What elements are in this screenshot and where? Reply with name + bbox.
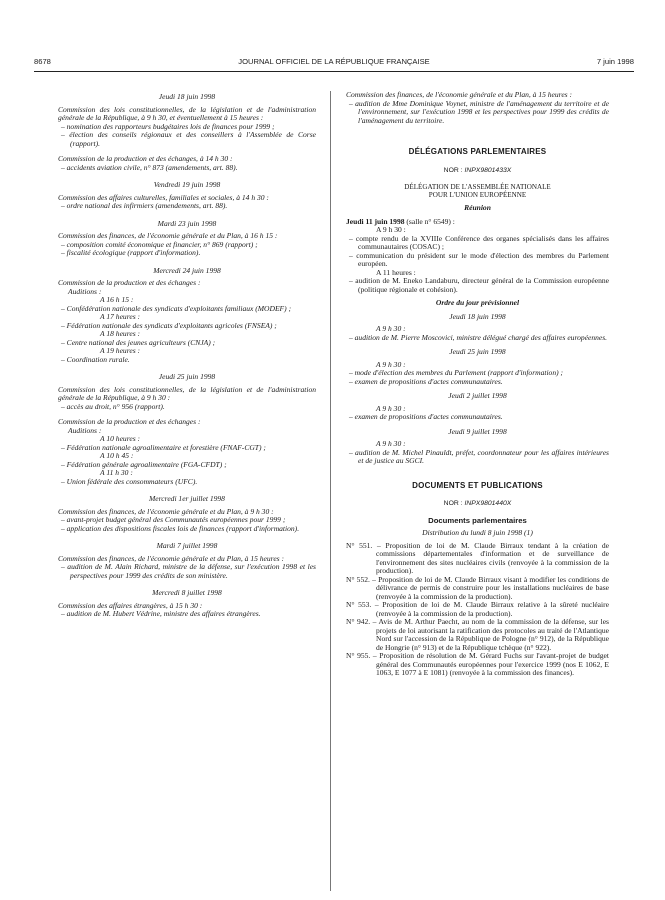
agenda-item: – Centre national des jeunes agriculteurs (CNJA) ; <box>61 337 216 347</box>
audition-time: A 19 heures : <box>100 346 141 355</box>
document-list <box>346 542 609 678</box>
nor-label: NOR : <box>443 500 463 508</box>
day-heading: Jeudi 2 juillet 1998 <box>448 391 507 401</box>
commission-entry <box>346 91 609 125</box>
commission-entry <box>58 386 316 412</box>
agenda-item: – Coordination rurale. <box>61 354 130 364</box>
day-block <box>58 93 316 172</box>
meeting-room: (salle n° 6549) : <box>406 216 455 226</box>
commission-name: Commission de la production et des échanges : <box>58 417 201 426</box>
commission-name: Commission de la production et des échanges, à 14 h 30 : <box>58 154 233 163</box>
meeting-time: A 9 h 30 : <box>376 439 406 449</box>
nor-reference <box>346 167 609 176</box>
agenda-item: – communication du président sur le mode d'élection des membres du Parlement européen. <box>349 250 609 269</box>
agenda-item: – Fédération nationale des syndicats d'exploitants agricoles (FNSEA) ; <box>61 320 277 330</box>
document-entry: N° 551. – Proposition de loi de M. Claude Birraux tendant à la création de commissions départementales d'information et de surveillance de l'environnement des sites nucléaires civils (renvoyée à la commission de la production). <box>346 540 609 576</box>
day-heading: Jeudi 9 juillet 1998 <box>448 426 507 436</box>
meeting-time: A 9 h 30 : <box>376 359 406 369</box>
meeting-time: A 11 heures : <box>376 267 416 277</box>
day-block <box>58 542 316 580</box>
audition-time: A 16 h 15 : <box>100 295 134 304</box>
audition-time: A 11 h 30 : <box>100 468 133 477</box>
agenda-item: – audition de M. Eneko Landaburu, directeur général de la Commission européenne (politique régionale et cohésion). <box>349 276 609 294</box>
day-block <box>58 181 316 211</box>
audition-time: A 10 h 45 : <box>100 451 134 460</box>
commission-entry <box>58 555 316 581</box>
day-heading: Jeudi 25 juin 1998 <box>158 372 216 381</box>
nor-label: NOR : <box>443 166 463 174</box>
document-entry: N° 552. – Proposition de loi de M. Claude Birraux visant à modifier les conditions de délivrance de permis de construire pour les installations nucléaires de base (renvoyée à la commission de la production). <box>346 574 609 601</box>
document-entry: N° 553. – Proposition de loi de M. Claude Birraux relative à la sûreté nucléaire (renvoyée à la commission de la production). <box>346 600 609 618</box>
agenda-item: – examen de propositions d'actes communautaires. <box>349 412 503 422</box>
day-heading: Jeudi 25 juin 1998 <box>449 347 506 357</box>
agenda-item: – avant-projet budget général des Communautés européennes pour 1999 ; <box>61 515 286 524</box>
agenda-item: – Union fédérale des consommateurs (UFC). <box>61 476 198 486</box>
odj-block <box>346 428 609 466</box>
commission-name: Commission des finances, de l'économie générale et du Plan, à 16 h 15 : <box>58 231 278 240</box>
commission-name: Commission des finances, de l'économie générale et du Plan, à 9 h 30 : <box>58 506 274 516</box>
meeting-time: A 9 h 30 : <box>376 225 406 235</box>
agenda-item: – audition de M. Pierre Moscovici, ministre délégué chargé des affaires européennes. <box>349 332 608 342</box>
meeting-time: A 9 h 30 : <box>376 403 406 413</box>
day-heading: Mercredi 8 juillet 1998 <box>152 588 222 597</box>
delegation-title-2: POUR L'UNION EUROPÉENNE <box>428 191 527 200</box>
agenda-item: – examen de propositions d'actes communautaires. <box>349 376 503 386</box>
day-block <box>58 589 316 619</box>
odj-block <box>346 348 609 386</box>
auditions-label: Auditions : <box>68 425 102 435</box>
documents-subheading: Documents parlementaires <box>428 515 527 525</box>
agenda-item: – fiscalité écologique (rapport d'information). <box>61 248 201 257</box>
agenda-item: – élection des conseils régionaux et des conseillers à l'Assemblée de Corse (rapport). <box>61 130 316 148</box>
section-heading-documents: DOCUMENTS ET PUBLICATIONS <box>412 480 543 490</box>
distribution-line: Distribution du lundi 8 juin 1998 (1) <box>422 528 533 538</box>
agenda-item: – audition de Mme Dominique Voynet, ministre de l'aménagement du territoire et de l'environnement, sur l'exécution 1998 et les perspectives pour 1999 des crédits de l'aménagement du territoire. <box>349 98 609 125</box>
nor-code: INPX9801433X <box>464 166 512 174</box>
commission-name: Commission de la production et des échanges : <box>58 278 201 287</box>
commission-name: Commission des lois constitutionnelles, de la législation et de l'administration générale de la République, à 9 h 30 : <box>58 384 316 402</box>
day-heading: Mercredi 1er juillet 1998 <box>149 494 225 503</box>
day-heading: Jeudi 18 juin 1998 <box>449 311 506 321</box>
commission-entry <box>58 194 316 211</box>
day-block <box>58 373 316 486</box>
delegation-title-1: DÉLÉGATION DE L'ASSEMBLÉE NATIONALE <box>404 183 551 191</box>
document-entry: N° 942. – Avis de M. Arthur Paecht, au nom de la commission de la défense, sur les projets de loi autorisant la ratification des protocoles au traité de l'Atlantique Nord sur l'accession de la République de Pologne (n° 912), de la République de Hongrie (n° 913) et de la République tchèque (n° 922). <box>346 617 609 652</box>
auditions-label: Auditions : <box>68 286 102 296</box>
meeting-time: A 9 h 30 : <box>376 324 406 334</box>
day-heading: Mercredi 24 juin 1998 <box>153 265 221 275</box>
commission-entry <box>58 602 316 619</box>
document-entry: N° 955. – Proposition de résolution de M. Gérard Fuchs sur l'avant-projet de budget général des Communautés européennes pour l'exercice 1999 (nos E 1062, E 1063, E 1077 à E 1081) (renvoyée à la commission des finances). <box>346 651 609 678</box>
day-block <box>58 220 316 258</box>
day-heading: Vendredi 19 juin 1998 <box>153 180 221 189</box>
audition-time: A 17 heures : <box>100 312 141 321</box>
nor-code: INPX9801440X <box>464 500 512 508</box>
journal-title: JOURNAL OFFICIEL DE LA RÉPUBLIQUE FRANÇAISE <box>238 57 430 66</box>
left-column <box>58 93 316 628</box>
agenda-item: – application des dispositions fiscales lois de finances (rapport d'information). <box>61 523 300 533</box>
section-heading-delegations: DÉLÉGATIONS PARLEMENTAIRES <box>408 147 547 156</box>
commission-entry <box>58 508 316 534</box>
agenda-item: – nomination des rapporteurs budgétaires lois de finances pour 1999 ; <box>61 121 275 131</box>
agenda-item: – Fédération nationale agroalimentaire et forestière (FNAF-CGT) ; <box>61 442 266 452</box>
day-heading: Jeudi 18 juin 1998 <box>158 92 216 101</box>
column-divider <box>330 91 331 891</box>
page-header <box>34 57 634 69</box>
odj-list <box>346 313 609 466</box>
odj-block <box>346 313 609 343</box>
commission-entry <box>58 232 316 258</box>
agenda-item: – accès au droit, n° 956 (rapport). <box>61 401 165 411</box>
commission-name: Commission des finances, de l'économie générale et du Plan, à 15 heures : <box>58 553 285 563</box>
day-heading: Mardi 23 juin 1998 <box>157 218 217 228</box>
commission-entry <box>58 279 316 364</box>
header-rule <box>34 71 634 72</box>
day-block <box>58 267 316 365</box>
commission-name: Commission des finances, de l'économie générale et du Plan, à 15 heures : <box>346 90 573 99</box>
commission-name: Commission des affaires étrangères, à 15 h 30 : <box>58 600 203 610</box>
agenda-item: – ordre national des infirmiers (amendements, art. 88). <box>61 201 228 210</box>
commission-entry <box>58 155 316 172</box>
issue-date: 7 juin 1998 <box>596 57 634 66</box>
audition-time: A 10 heures : <box>100 434 141 443</box>
commission-entry <box>58 106 316 149</box>
agenda-item: – accidents aviation civile, n° 873 (amendements, art. 88). <box>61 162 238 172</box>
agenda-item: – mode d'élection des membres du Parlement (rapport d'information) ; <box>349 368 564 378</box>
day-block <box>58 495 316 533</box>
agenda-item: – Fédération générale agroalimentaire (FGA-CFDT) ; <box>61 459 227 469</box>
commission-name: Commission des affaires culturelles, familiales et sociales, à 14 h 30 : <box>58 192 269 202</box>
odj-block <box>346 392 609 422</box>
day-heading: Mardi 7 juillet 1998 <box>156 541 218 550</box>
nor-reference <box>346 500 609 509</box>
agenda-item: – composition comité économique et financier, n° 869 (rapport) ; <box>61 239 258 249</box>
commission-entry <box>58 418 316 486</box>
right-column <box>346 91 609 678</box>
agenda-item: – audition de M. Alain Richard, ministre de la défense, sur l'exécution 1998 et les perspectives pour 1999 des crédits de son ministère. <box>61 562 316 580</box>
agenda-item: – compte rendu de la XVIIIe Conférence des organes spécialisés dans les affaires communautaires (COSAC) ; <box>349 233 609 252</box>
odj-heading: Ordre du jour prévisionnel <box>435 298 520 308</box>
audition-time: A 18 heures : <box>100 329 141 338</box>
page-number: 8678 <box>34 57 51 66</box>
meeting-day: Jeudi 11 juin 1998 <box>346 216 405 226</box>
reunion-heading: Réunion <box>464 203 491 213</box>
agenda-item: – audition de M. Hubert Védrine, ministre des affaires étrangères. <box>61 609 261 618</box>
agenda-item: – audition de M. Michel Pinauldt, préfet, coordonnateur pour les affaires intérieures et de justice au SGCI. <box>349 447 609 466</box>
agenda-item: – Confédération nationale des syndicats d'exploitants familiaux (MODEF) ; <box>61 303 292 313</box>
commission-name: Commission des lois constitutionnelles, de la législation et de l'administration générale de la République, à 9 h 30, et éventuellement à 15 heures : <box>58 104 316 122</box>
